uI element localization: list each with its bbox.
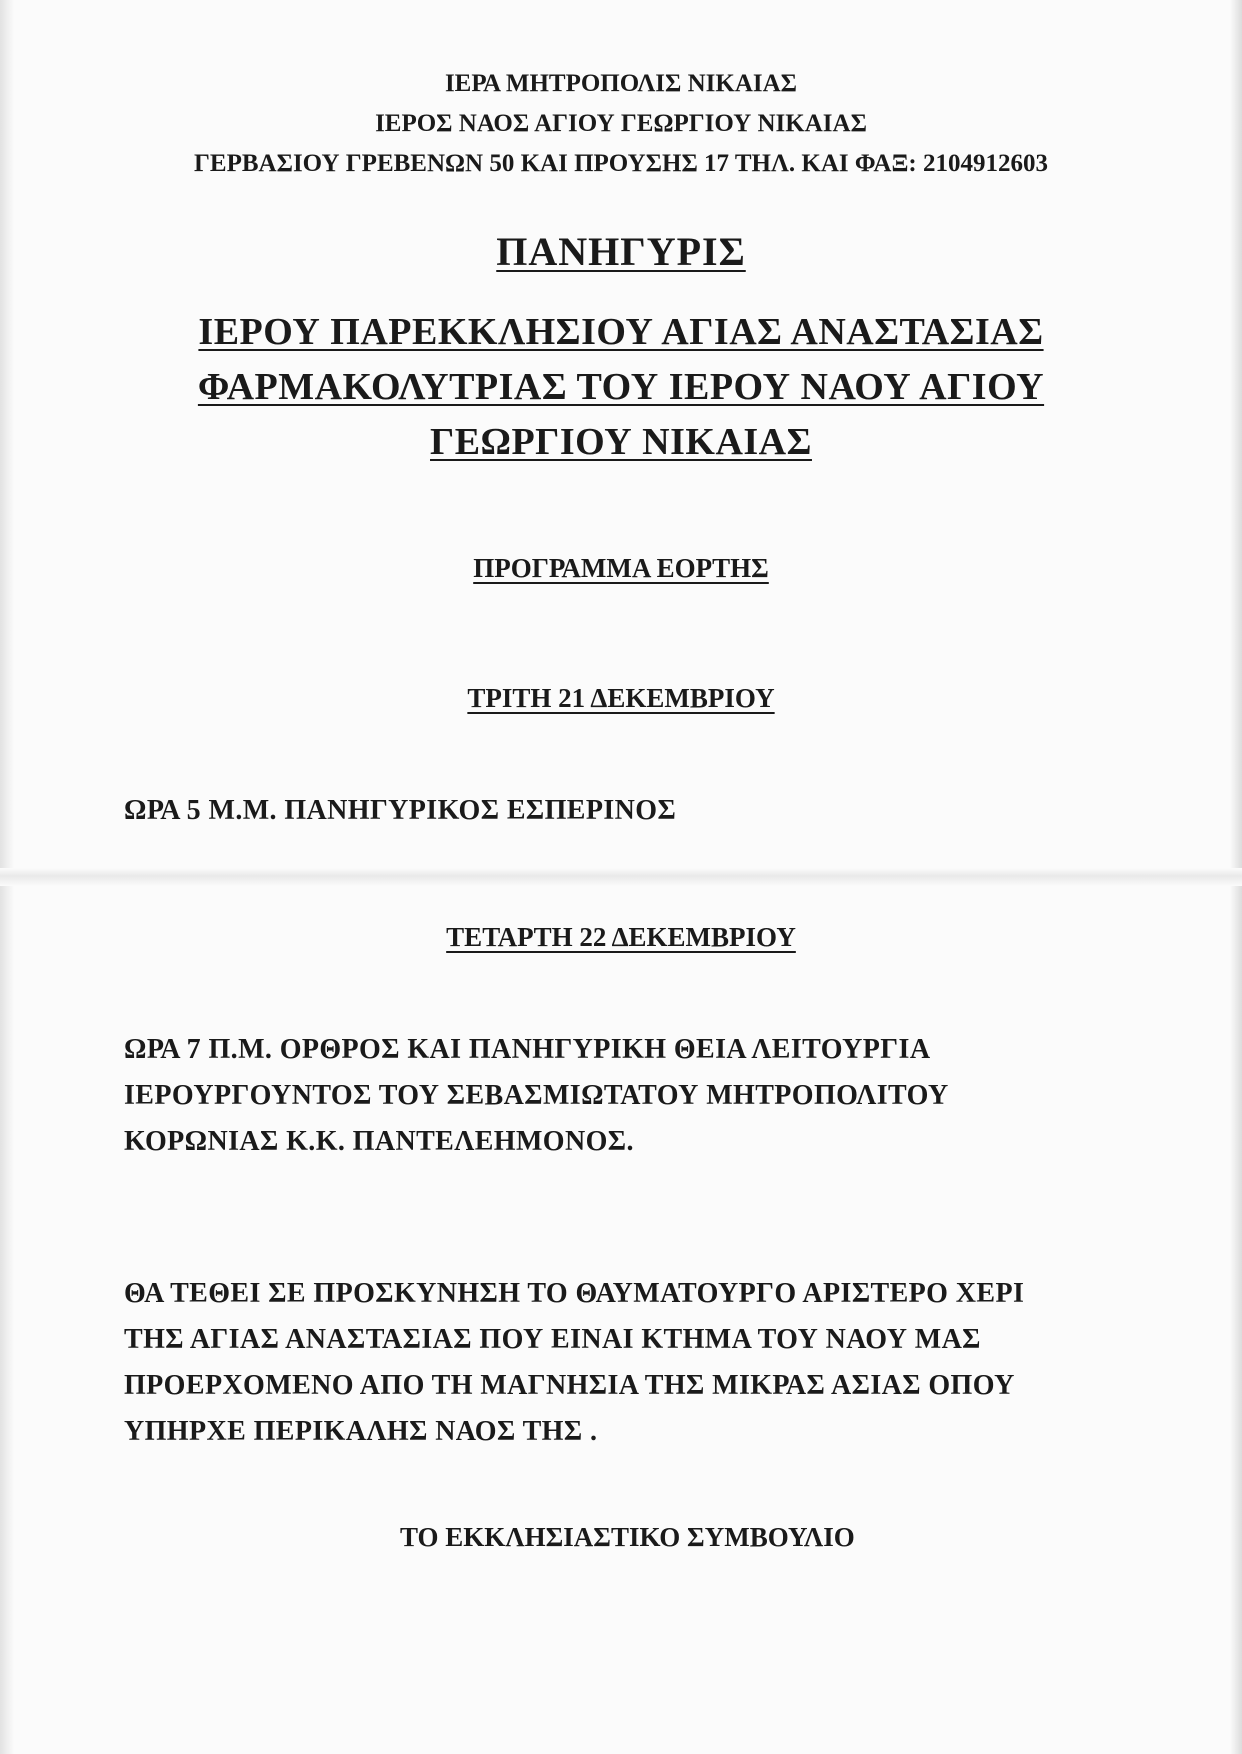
page-title	[0, 228, 1242, 275]
notice-line-4: ΥΠΗΡΧΕ ΠΕΡΙΚΑΛΗΣ ΝΑΟΣ ΤΗΣ .	[124, 1416, 598, 1447]
subtitle-line-1	[0, 310, 1242, 354]
day2-event-line-1: ΩΡΑ 7 Π.Μ. ΟΡΘΡΟΣ ΚΑΙ ΠΑΝΗΓΥΡΙΚΗ ΘΕΙΑ ΛΕΙΤΟΥΡΓΙΑ	[124, 1034, 931, 1065]
notice-line-1: ΘΑ ΤΕΘΕΙ ΣΕ ΠΡΟΣΚΥΝΗΣΗ ΤΟ ΘΑΥΜΑΤΟΥΡΓΟ ΑΡΙΣΤΕΡΟ ΧΕΡΙ	[124, 1278, 1025, 1309]
notice-line-3: ΠΡΟΕΡΧΟΜΕΝΟ ΑΠΟ ΤΗ ΜΑΓΝΗΣΙΑ ΤΗΣ ΜΙΚΡΑΣ ΑΣΙΑΣ ΟΠΟΥ	[124, 1370, 1015, 1401]
day1-date-text: ΤΡΙΤΗ 21 ΔΕΚΕΜΒΡΙΟΥ	[467, 683, 775, 713]
subtitle-line-1-text: ΙΕΡΟΥ ΠΑΡΕΚΚΛΗΣΙΟΥ ΑΓΙΑΣ ΑΝΑΣΤΑΣΙΑΣ	[198, 311, 1044, 353]
day1-event: ΩΡΑ 5 Μ.Μ. ΠΑΝΗΓΥΡΙΚΟΣ ΕΣΠΕΡΙΝΟΣ	[124, 795, 677, 826]
day2-event-line-2: ΙΕΡΟΥΡΓΟΥΝΤΟΣ ΤΟΥ ΣΕΒΑΣΜΙΩΤΑΤΟΥ ΜΗΤΡΟΠΟΛΙΤΟΥ	[124, 1080, 949, 1111]
page-title-text: ΠΑΝΗΓΥΡΙΣ	[496, 229, 746, 274]
signature: ΤΟ ΕΚΚΛΗΣΙΑΣΤΙΚΟ ΣΥΜΒΟΥΛΙΟ	[400, 1522, 855, 1552]
notice-line-2: ΤΗΣ ΑΓΙΑΣ ΑΝΑΣΤΑΣΙΑΣ ΠΟΥ ΕΙΝΑΙ ΚΤΗΜΑ ΤΟΥ ΝΑΟΥ ΜΑΣ	[124, 1324, 981, 1355]
subtitle-line-3-text: ΓΕΩΡΓΙΟΥ ΝΙΚΑΙΑΣ	[430, 421, 812, 463]
day2-date-text: ΤΕΤΑΡΤΗ 22 ΔΕΚΕΜΒΡΙΟΥ	[446, 922, 796, 952]
subtitle-line-3	[0, 420, 1242, 464]
day2-event-line-3: ΚΟΡΩΝΙΑΣ Κ.Κ. ΠΑΝΤΕΛΕΗΜΟΝΟΣ.	[124, 1126, 634, 1157]
header-address: ΓΕΡΒΑΣΙΟΥ ΓΡΕΒΕΝΩΝ 50 ΚΑΙ ΠΡΟΥΣΗΣ 17 ΤΗΛ. ΚΑΙ ΦΑΞ: 2104912603	[194, 150, 1048, 177]
subtitle-line-2-text: ΦΑΡΜΑΚΟΛΥΤΡΙΑΣ ΤΟΥ ΙΕΡΟΥ ΝΑΟΥ ΑΓΙΟΥ	[197, 366, 1045, 408]
program-heading	[0, 553, 1242, 584]
header-church: ΙΕΡΟΣ ΝΑΟΣ ΑΓΙΟΥ ΓΕΩΡΓΙΟΥ ΝΙΚΑΙΑΣ	[375, 110, 867, 137]
subtitle-line-2	[0, 365, 1242, 409]
paper-fold-line	[0, 868, 1242, 886]
day2-date	[0, 922, 1242, 953]
header-metropolis: ΙΕΡΑ ΜΗΤΡΟΠΟΛΙΣ ΝΙΚΑΙΑΣ	[444, 70, 798, 97]
program-heading-text: ΠΡΟΓΡΑΜΜΑ ΕΟΡΤΗΣ	[473, 553, 769, 583]
day1-date	[0, 683, 1242, 714]
